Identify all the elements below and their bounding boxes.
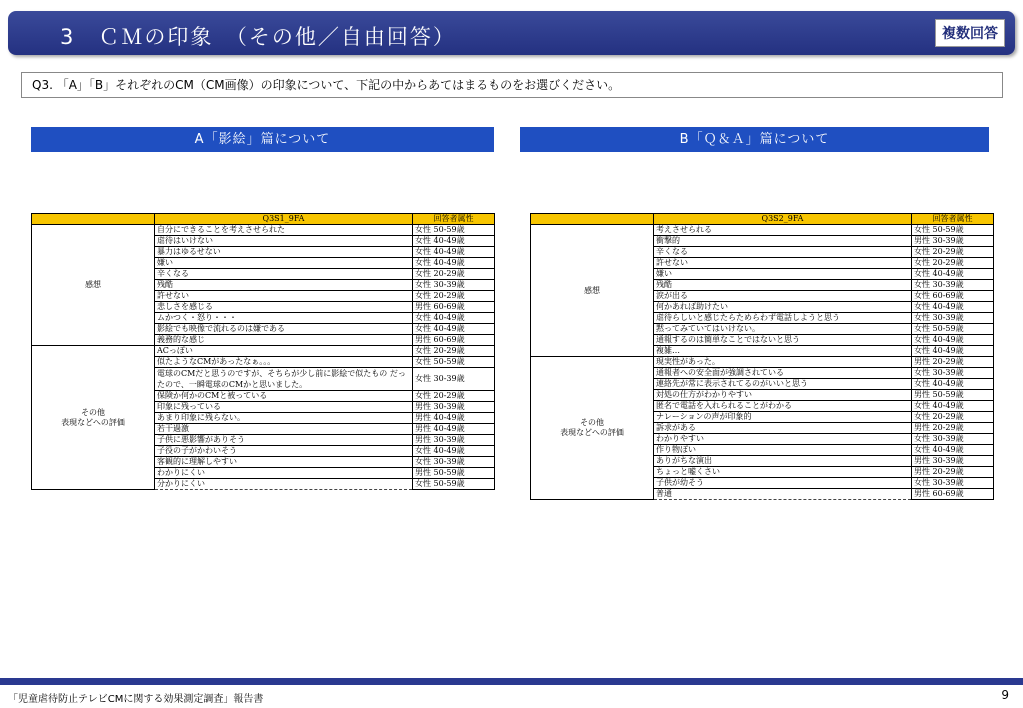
answer-cell: 対処の仕方がわかりやすい	[654, 390, 912, 401]
answer-cell: わかりやすい	[654, 434, 912, 445]
table-row	[531, 357, 994, 368]
attribute-header: 回答者属性	[413, 214, 495, 225]
answer-cell: 複雑…	[654, 346, 912, 357]
answer-cell: 虐待はいけない	[155, 236, 413, 247]
answer-cell: 残酷	[155, 280, 413, 291]
page-title: 3 ＣＭの印象 （その他／自由回答）	[60, 25, 456, 49]
section-a-title: A「影絵」篇について	[31, 127, 494, 152]
respondent-attribute-cell: 女性 50-59歳	[413, 225, 495, 236]
respondent-attribute-cell: 女性 20-29歳	[912, 412, 994, 423]
table-row	[32, 225, 495, 236]
answer-cell: 印象に残っている	[155, 402, 413, 413]
footer-report-title: 「児童虐待防止テレビCMに関する効果測定調査」報告書	[8, 694, 264, 705]
answers-table-b	[530, 213, 994, 500]
answer-cell: 匿名で電話を入れられることがわかる	[654, 401, 912, 412]
answer-cell: 悲しさを感じる	[155, 302, 413, 313]
answer-cell: 涙が出る	[654, 291, 912, 302]
section-b-title: B「Ｑ＆Ａ」篇について	[520, 127, 989, 152]
table-row	[531, 225, 994, 236]
answer-cell: 電球のCMだと思うのですが、そちらが少し前に影絵で似たもの だったので、一瞬電球のCMかと思いました。	[155, 368, 413, 391]
answer-cell: 嫌い	[155, 258, 413, 269]
answer-cell: 何かあれば助けたい	[654, 302, 912, 313]
answer-cell: 普通	[654, 489, 912, 500]
respondent-attribute-cell: 男性 30-39歳	[912, 236, 994, 247]
respondent-attribute-cell: 女性 30-39歳	[413, 457, 495, 468]
respondent-attribute-cell: 女性 30-39歳	[413, 368, 495, 391]
respondent-attribute-cell: 女性 50-59歳	[413, 357, 495, 368]
answer-cell: 黙ってみていてはいけない。	[654, 324, 912, 335]
respondent-attribute-cell: 男性 40-49歳	[413, 413, 495, 424]
column-header: Q3S1_9FA	[155, 214, 413, 225]
category-cell: その他 表現などへの評価	[531, 357, 654, 500]
answer-cell: 通報するのは簡単なことではないと思う	[654, 335, 912, 346]
respondent-attribute-cell: 女性 50-59歳	[912, 225, 994, 236]
answer-cell: 似たようなCMがあったなぁ。。。	[155, 357, 413, 368]
multiple-answer-badge: 複数回答	[935, 19, 1005, 47]
respondent-attribute-cell: 男性 50-59歳	[912, 390, 994, 401]
respondent-attribute-cell: 女性 40-49歳	[413, 324, 495, 335]
respondent-attribute-cell: 女性 40-49歳	[912, 445, 994, 456]
respondent-attribute-cell: 男性 30-39歳	[413, 435, 495, 446]
respondent-attribute-cell: 女性 30-39歳	[912, 434, 994, 445]
respondent-attribute-cell: 女性 20-29歳	[413, 391, 495, 402]
footer-bar	[0, 678, 1023, 685]
respondent-attribute-cell: 女性 20-29歳	[912, 247, 994, 258]
answer-cell: 連絡先が常に表示されてるのがいいと思う	[654, 379, 912, 390]
respondent-attribute-cell: 女性 40-49歳	[912, 269, 994, 280]
answer-cell: 作り物ぽい	[654, 445, 912, 456]
answer-cell: 辛くなる	[654, 247, 912, 258]
respondent-attribute-cell: 女性 20-29歳	[413, 346, 495, 357]
respondent-attribute-cell: 女性 40-49歳	[413, 236, 495, 247]
respondent-attribute-cell: 女性 30-39歳	[413, 280, 495, 291]
respondent-attribute-cell: 男性 20-29歳	[912, 423, 994, 434]
respondent-attribute-cell: 女性 60-69歳	[912, 291, 994, 302]
answer-cell: 訴求がある	[654, 423, 912, 434]
respondent-attribute-cell: 女性 40-49歳	[413, 247, 495, 258]
answer-cell: 虐待らしいと感じたらためらわず電話しようと思う	[654, 313, 912, 324]
respondent-attribute-cell: 男性 20-29歳	[912, 357, 994, 368]
answer-cell: 残酷	[654, 280, 912, 291]
answer-cell: 衝撃的	[654, 236, 912, 247]
respondent-attribute-cell: 男性 20-29歳	[912, 467, 994, 478]
column-header: Q3S2_9FA	[654, 214, 912, 225]
category-cell: 感想	[32, 225, 155, 346]
table-row	[32, 346, 495, 357]
answer-cell: ちょっと嘘くさい	[654, 467, 912, 478]
respondent-attribute-cell: 女性 40-49歳	[413, 446, 495, 457]
answer-cell: 通報者への安全面が強調されている	[654, 368, 912, 379]
blank-header-cell	[32, 214, 155, 225]
respondent-attribute-cell: 女性 40-49歳	[912, 379, 994, 390]
respondent-attribute-cell: 男性 40-49歳	[413, 424, 495, 435]
answer-cell: 若干過激	[155, 424, 413, 435]
respondent-attribute-cell: 女性 50-59歳	[413, 479, 495, 490]
answer-cell: 辛くなる	[155, 269, 413, 280]
respondent-attribute-cell: 男性 30-39歳	[413, 402, 495, 413]
respondent-attribute-cell: 女性 30-39歳	[912, 368, 994, 379]
respondent-attribute-cell: 男性 60-69歳	[912, 489, 994, 500]
answer-cell: 子役の子がかわいそう	[155, 446, 413, 457]
answer-cell: 子供に悪影響がありそう	[155, 435, 413, 446]
answer-cell: ACっぽい	[155, 346, 413, 357]
respondent-attribute-cell: 男性 50-59歳	[413, 468, 495, 479]
category-cell: その他 表現などへの評価	[32, 346, 155, 490]
answer-cell: 暴力はゆるせない	[155, 247, 413, 258]
respondent-attribute-cell: 女性 20-29歳	[413, 269, 495, 280]
answer-cell: 現実性があった。	[654, 357, 912, 368]
answer-cell: 分かりにくい	[155, 479, 413, 490]
respondent-attribute-cell: 女性 40-49歳	[912, 335, 994, 346]
answer-cell: 考えさせられる	[654, 225, 912, 236]
answer-cell: わかりにくい	[155, 468, 413, 479]
respondent-attribute-cell: 女性 40-49歳	[413, 313, 495, 324]
answer-cell: ムかつく・怒り・・・	[155, 313, 413, 324]
table-header-row	[531, 214, 994, 225]
respondent-attribute-cell: 男性 30-39歳	[912, 456, 994, 467]
respondent-attribute-cell: 女性 40-49歳	[912, 401, 994, 412]
table-header-row	[32, 214, 495, 225]
answer-cell: あまり印象に残らない。	[155, 413, 413, 424]
answer-cell: 自分にできることを考えさせられた	[155, 225, 413, 236]
answer-cell: 嫌い	[654, 269, 912, 280]
answer-cell: 許せない	[654, 258, 912, 269]
answer-cell: 保険か何かのCMと被っている	[155, 391, 413, 402]
respondent-attribute-cell: 女性 40-49歳	[912, 346, 994, 357]
category-cell: 感想	[531, 225, 654, 357]
answer-cell: 許せない	[155, 291, 413, 302]
header-banner	[8, 11, 1015, 55]
respondent-attribute-cell: 男性 60-69歳	[413, 335, 495, 346]
respondent-attribute-cell: 女性 20-29歳	[413, 291, 495, 302]
respondent-attribute-cell: 女性 40-49歳	[413, 258, 495, 269]
respondent-attribute-cell: 女性 40-49歳	[912, 302, 994, 313]
answer-cell: ありがちな演出	[654, 456, 912, 467]
answer-cell: 影絵でも映像で流れるのは嫌である	[155, 324, 413, 335]
respondent-attribute-cell: 女性 30-39歳	[912, 478, 994, 489]
respondent-attribute-cell: 女性 30-39歳	[912, 313, 994, 324]
answer-cell: 客観的に理解しやすい	[155, 457, 413, 468]
answer-cell: 義務的な感じ	[155, 335, 413, 346]
question-text: Q3. 「A」「B」それぞれのCM（CM画像）の印象について、下記の中からあてはまるものをお選びください。	[21, 72, 1003, 98]
answer-cell: 子供が幼そう	[654, 478, 912, 489]
answers-table-a	[31, 213, 495, 490]
blank-header-cell	[531, 214, 654, 225]
respondent-attribute-cell: 男性 60-69歳	[413, 302, 495, 313]
answer-cell: ナレーションの声が印象的	[654, 412, 912, 423]
page-number: 9	[1001, 688, 1009, 702]
respondent-attribute-cell: 女性 20-29歳	[912, 258, 994, 269]
respondent-attribute-cell: 女性 30-39歳	[912, 280, 994, 291]
attribute-header: 回答者属性	[912, 214, 994, 225]
respondent-attribute-cell: 女性 50-59歳	[912, 324, 994, 335]
